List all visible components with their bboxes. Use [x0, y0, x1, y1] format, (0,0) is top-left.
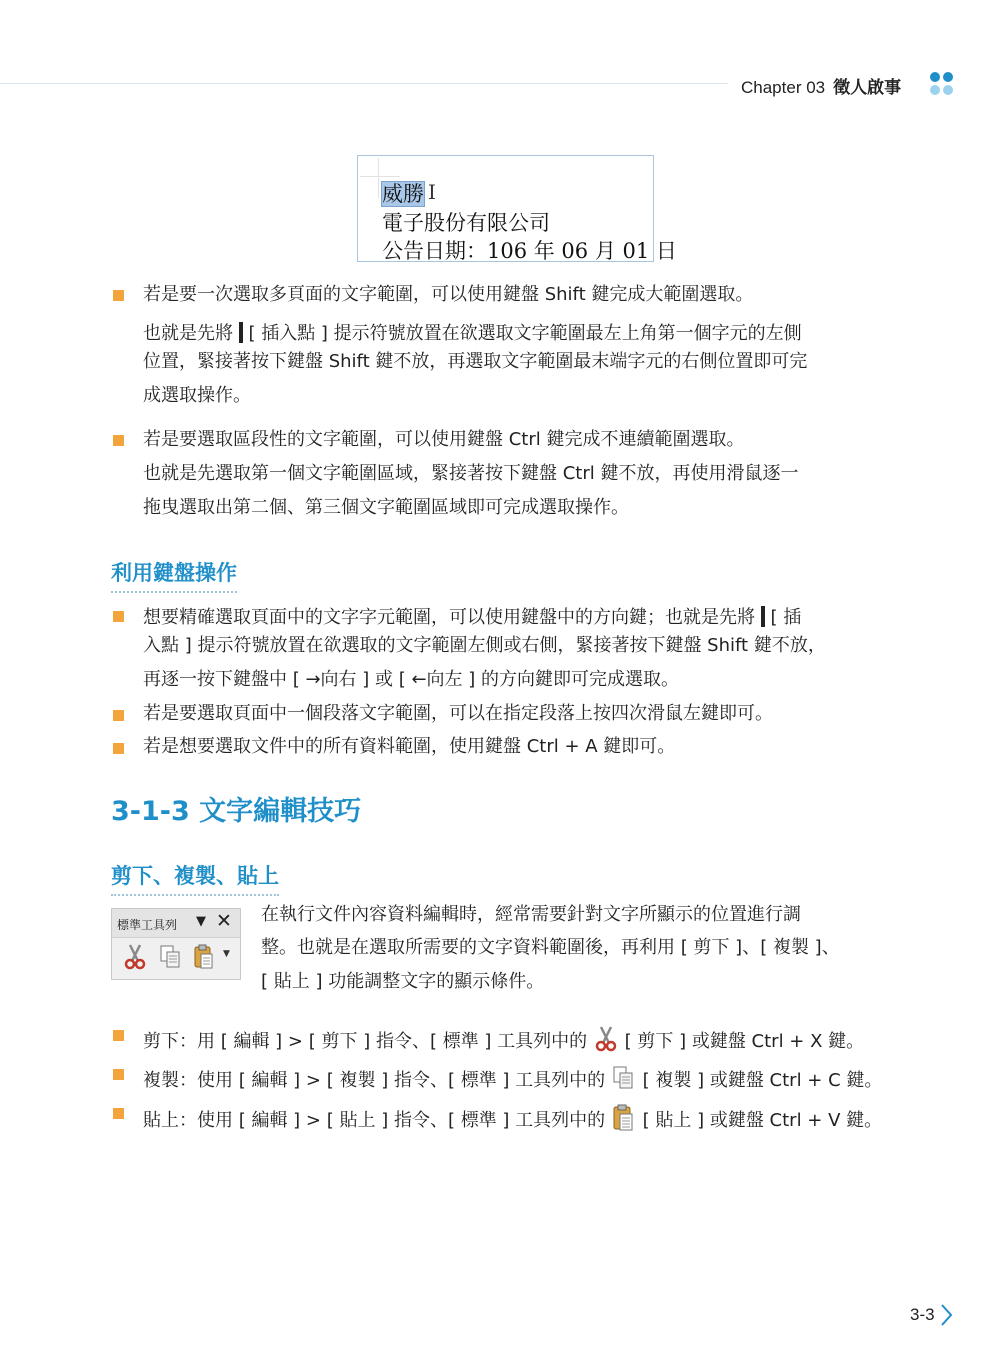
bullet-detail: 也就是先將 [ 插入點 ] 提示符號放置在欲選取文字範圍最左上角第一個字元的左側 [143, 323, 802, 344]
standard-toolbar [111, 908, 241, 980]
close-icon: ✕ [216, 910, 232, 932]
chevron-right-icon [940, 1303, 954, 1327]
intro-text: 整。也就是在選取所需要的文字資料範圍後，再利用 [ 剪下 ]、[ 複製 ]、 [261, 937, 840, 958]
dropdown-arrow-icon: ▼ [223, 949, 230, 959]
screenshot-line-3: 公告日期：106 年 06 月 01 日 [382, 239, 677, 263]
bullet-text: 若是想要選取文件中的所有資料範圍，使用鍵盤 Ctrl + A 鍵即可。 [143, 736, 676, 757]
screenshot-line-2: 電子股份有限公司 [382, 211, 550, 235]
subsection-heading: 剪下、複製、貼上 [111, 860, 279, 896]
chapter-title: 徵人啟事 [833, 78, 902, 98]
copy-icon [611, 1064, 637, 1096]
paste-command-text: 貼上：使用 [ 編輯 ] > [ 貼上 ] 指令、[ 標準 ] 工具列中的 [ 貼上 ] 或鍵盤 Ctrl + V 鍵。 [143, 1103, 882, 1137]
section-heading: 3-1-3 文字編輯技巧 [111, 796, 362, 827]
bullet-detail: 再逐一按下鍵盤中 [ →向右 ] 或 [ ←向左 ] 的方向鍵即可完成選取。 [143, 669, 680, 690]
scissors-icon [593, 1025, 619, 1057]
selection-screenshot [357, 155, 677, 263]
bullet-text: 想要精確選取頁面中的文字字元範圍，可以使用鍵盤中的方向鍵；也就是先將 [ 插 [143, 607, 802, 628]
paste-icon [611, 1103, 637, 1137]
bullet-marker [113, 611, 124, 622]
selected-text: 威勝 [382, 182, 424, 206]
bullet-marker [113, 1030, 124, 1041]
bullet-detail: 位置，緊接著按下鍵盤 Shift 鍵不放，再選取文字範圍最末端字元的右側位置即可完 [143, 351, 808, 372]
paste-icon [192, 943, 218, 975]
bullet-text: 若是要選取頁面中一個段落文字範圍，可以在指定段落上按四次滑鼠左鍵即可。 [143, 703, 773, 724]
page-number: 3-3 [910, 1305, 935, 1324]
copy-icon [158, 943, 184, 975]
bullet-text: 若是要選取區段性的文字範圍，可以使用鍵盤 Ctrl 鍵完成不連續範圍選取。 [143, 429, 745, 450]
copy-command-text: 複製：使用 [ 編輯 ] > [ 複製 ] 指令、[ 標準 ] 工具列中的 [ 複製 ] 或鍵盤 Ctrl + C 鍵。 [143, 1064, 882, 1096]
running-header [741, 73, 901, 98]
header-dots-icon [930, 72, 954, 96]
toolbar-title: 標準工具列 [117, 918, 178, 932]
bullet-detail: 入點 ] 提示符號放置在欲選取的文字範圍左側或右側，緊接著按下鍵盤 Shift 鍵不放， [143, 635, 826, 656]
ibeam-cursor-icon: I [428, 180, 436, 204]
bullet-marker [113, 435, 124, 446]
insertion-point-icon [239, 322, 243, 343]
bullet-marker [113, 743, 124, 754]
bullet-marker [113, 1108, 124, 1119]
bullet-marker [113, 710, 124, 721]
intro-text: [ 貼上 ] 功能調整文字的顯示條件。 [261, 971, 545, 992]
bullet-detail: 拖曳選取出第二個、第三個文字範圍區域即可完成選取操作。 [143, 497, 629, 518]
insertion-point-icon [761, 606, 765, 627]
bullet-text: 若是要一次選取多頁面的文字範圍，可以使用鍵盤 Shift 鍵完成大範圍選取。 [143, 284, 754, 305]
intro-text: 在執行文件內容資料編輯時，經常需要針對文字所顯示的位置進行調 [261, 904, 801, 925]
cut-command-text: 剪下：用 [ 編輯 ] > [ 剪下 ] 指令、[ 標準 ] 工具列中的 [ 剪下 ] 或鍵盤 Ctrl + X 鍵。 [143, 1025, 864, 1057]
bullet-marker [113, 1069, 124, 1080]
bullet-detail: 成選取操作。 [143, 385, 251, 406]
bullet-marker [113, 290, 124, 301]
bullet-detail: 也就是先選取第一個文字範圍區域，緊接著按下鍵盤 Ctrl 鍵不放，再使用滑鼠逐一 [143, 463, 799, 484]
subsection-heading: 利用鍵盤操作 [111, 557, 237, 593]
chapter-number: Chapter 03 [741, 78, 826, 97]
scissors-icon [122, 943, 148, 975]
header-rule [0, 83, 728, 84]
chevron-down-icon: ▼ [196, 914, 206, 929]
